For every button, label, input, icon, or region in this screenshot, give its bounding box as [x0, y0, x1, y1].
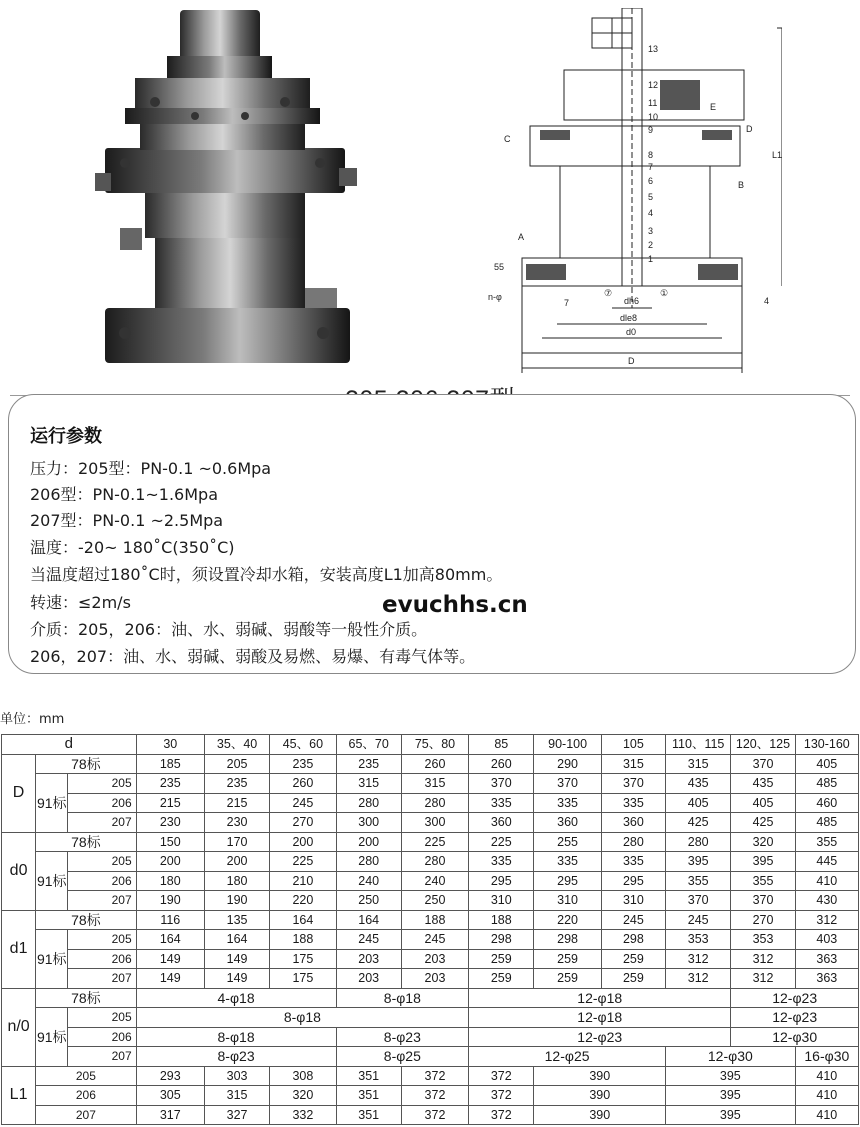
std-78-label: 78标 [36, 988, 136, 1008]
table-row [2, 832, 859, 852]
table-value: 370 [469, 774, 534, 794]
watermark: evuchhs.cn [382, 592, 528, 618]
table-value: 372 [401, 1066, 468, 1086]
drawing-label-dle8: dle8 [620, 313, 638, 323]
table-value: 410 [795, 1066, 858, 1086]
param-pressure-206: 206型：PN-0.1~1.6Mpa [30, 485, 218, 504]
table-value: 298 [534, 930, 601, 950]
table-value: 116 [136, 910, 204, 930]
drawing-label-4: 4 [764, 296, 770, 306]
table-value: 298 [601, 930, 665, 950]
header-d: d [2, 735, 137, 755]
type-label: 205 [68, 930, 136, 950]
table-value: 395 [666, 1086, 796, 1106]
group-label-n: n/0 [2, 988, 36, 1066]
table-value: 200 [336, 832, 401, 852]
table-value: 310 [469, 891, 534, 911]
table-value: 164 [336, 910, 401, 930]
table-value: 280 [601, 832, 665, 852]
table-value: 235 [336, 754, 401, 774]
table-value: 250 [336, 891, 401, 911]
table-value: 395 [666, 1066, 796, 1086]
param-temperature: 温度：-20~ 180˚C(350˚C) [30, 538, 235, 557]
type-label: 207 [68, 1047, 136, 1067]
hole-spec: 12-φ23 [469, 1027, 731, 1047]
hole-spec: 12-φ18 [469, 1008, 731, 1028]
table-value: 175 [270, 949, 336, 969]
table-value: 395 [666, 1105, 796, 1125]
table-value: 312 [731, 969, 795, 989]
header-size: 110、115 [666, 735, 731, 755]
drawing-label-E: E [710, 102, 717, 112]
table-value: 298 [469, 930, 534, 950]
table-value: 312 [731, 949, 795, 969]
table-row [2, 871, 859, 891]
table-value: 353 [666, 930, 731, 950]
header-size: 90-100 [534, 735, 601, 755]
table-value: 372 [401, 1086, 468, 1106]
param-speed: 转速：≤2m/s [30, 593, 131, 612]
drawing-label-C: C [504, 134, 511, 144]
table-value: 405 [666, 793, 731, 813]
table-value: 240 [401, 871, 468, 891]
drawing-label-D: D [628, 356, 635, 366]
table-value: 280 [336, 852, 401, 872]
table-value: 360 [601, 813, 665, 833]
table-value: 259 [601, 949, 665, 969]
table-value: 170 [204, 832, 269, 852]
table-value: 200 [270, 832, 336, 852]
drawing-label-A: A [518, 232, 525, 242]
hole-spec: 12-φ25 [469, 1047, 666, 1067]
table-value: 312 [795, 910, 858, 930]
type-label: 206 [68, 1027, 136, 1047]
spec-table [1, 734, 859, 1125]
table-row [2, 969, 859, 989]
table-value: 360 [469, 813, 534, 833]
table-value: 295 [534, 871, 601, 891]
table-value: 351 [336, 1105, 401, 1125]
table-value: 225 [401, 832, 468, 852]
table-value: 149 [204, 969, 269, 989]
table-value: 390 [534, 1105, 666, 1125]
type-label: 206 [68, 871, 136, 891]
table-value: 390 [534, 1086, 666, 1106]
table-value: 203 [336, 969, 401, 989]
type-label: 206 [36, 1086, 136, 1106]
table-value: 185 [136, 754, 204, 774]
table-value: 335 [534, 852, 601, 872]
type-label: 207 [36, 1105, 136, 1125]
table-row [2, 988, 859, 1008]
hole-spec: 8-φ23 [136, 1047, 336, 1067]
table-value: 210 [270, 871, 336, 891]
table-value: 280 [666, 832, 731, 852]
table-value: 372 [469, 1086, 534, 1106]
drawing-label-6: 6 [648, 176, 654, 186]
table-value: 235 [204, 774, 269, 794]
table-row [2, 793, 859, 813]
table-value: 351 [336, 1066, 401, 1086]
table-row [2, 910, 859, 930]
table-value: 225 [469, 832, 534, 852]
table-value: 430 [795, 891, 858, 911]
header-size: 120、125 [731, 735, 795, 755]
table-row [2, 852, 859, 872]
header-size: 45、60 [270, 735, 336, 755]
table-value: 295 [469, 871, 534, 891]
std-91-label: 91标 [36, 930, 68, 989]
table-value: 164 [270, 910, 336, 930]
table-value: 317 [136, 1105, 204, 1125]
group-label-L1: L1 [2, 1066, 36, 1125]
table-value: 308 [270, 1066, 336, 1086]
table-value: 215 [136, 793, 204, 813]
param-pressure-207: 207型：PN-0.1 ~2.5Mpa [30, 511, 224, 530]
table-value: 164 [204, 930, 269, 950]
table-value: 149 [204, 949, 269, 969]
hole-spec: 8-φ18 [336, 988, 469, 1008]
table-value: 370 [731, 754, 795, 774]
type-label: 206 [68, 793, 136, 813]
table-value: 255 [534, 832, 601, 852]
param-medium-206-207: 206，207：油、水、弱碱、弱酸及易燃、易爆、有毒气体等。 [30, 647, 476, 666]
hole-spec: 12-φ23 [731, 1008, 859, 1028]
drawing-label-D-arrow: D [746, 124, 753, 134]
table-row [2, 949, 859, 969]
table-value: 410 [795, 1086, 858, 1106]
product-photo [95, 8, 370, 368]
table-value: 280 [401, 793, 468, 813]
table-value: 315 [401, 774, 468, 794]
table-value: 220 [270, 891, 336, 911]
hole-spec: 12-φ18 [469, 988, 731, 1008]
header-size: 130-160 [795, 735, 858, 755]
table-row [2, 1066, 859, 1086]
table-value: 335 [534, 793, 601, 813]
table-value: 460 [795, 793, 858, 813]
table-value: 390 [534, 1066, 666, 1086]
hole-spec: 12-φ30 [731, 1027, 859, 1047]
table-value: 230 [136, 813, 204, 833]
hole-spec: 8-φ23 [336, 1027, 469, 1047]
table-value: 203 [401, 949, 468, 969]
table-value: 372 [469, 1105, 534, 1125]
header-size: 35、40 [204, 735, 269, 755]
table-value: 200 [204, 852, 269, 872]
table-row [2, 891, 859, 911]
drawing-label-dh6: dh6 [624, 296, 640, 306]
type-label: 207 [68, 891, 136, 911]
std-78-label: 78标 [36, 754, 136, 774]
table-value: 164 [136, 930, 204, 950]
table-value: 240 [336, 871, 401, 891]
table-value: 259 [534, 969, 601, 989]
table-value: 180 [204, 871, 269, 891]
table-value: 335 [469, 793, 534, 813]
drawing-label-7: 7 [648, 162, 654, 172]
param-pressure-205: 压力：205型：PN-0.1 ~0.6Mpa [30, 459, 272, 478]
table-value: 320 [731, 832, 795, 852]
table-value: 203 [336, 949, 401, 969]
table-value: 310 [601, 891, 665, 911]
table-value: 215 [204, 793, 269, 813]
std-91-label: 91标 [36, 774, 68, 833]
table-value: 188 [469, 910, 534, 930]
header-size: 30 [136, 735, 204, 755]
drawing-label-8: 8 [648, 150, 654, 160]
table-value: 335 [601, 852, 665, 872]
table-value: 363 [795, 949, 858, 969]
table-value: 335 [601, 793, 665, 813]
table-value: 280 [336, 793, 401, 813]
drawing-label-5: 5 [648, 192, 654, 202]
table-value: 300 [336, 813, 401, 833]
table-value: 327 [204, 1105, 269, 1125]
table-value: 410 [795, 871, 858, 891]
table-value: 295 [601, 871, 665, 891]
type-label: 205 [68, 852, 136, 872]
drawing-label-1: 1 [648, 254, 654, 264]
header-size: 105 [601, 735, 665, 755]
table-value: 445 [795, 852, 858, 872]
table-value: 180 [136, 871, 204, 891]
table-value: 245 [336, 930, 401, 950]
table-value: 405 [731, 793, 795, 813]
table-row [2, 774, 859, 794]
std-91-label: 91标 [36, 852, 68, 911]
group-label-d0: d0 [2, 832, 36, 910]
hole-spec: 8-φ18 [136, 1027, 336, 1047]
std-78-label: 78标 [36, 832, 136, 852]
table-value: 190 [136, 891, 204, 911]
table-value: 149 [136, 969, 204, 989]
table-value: 303 [204, 1066, 269, 1086]
table-value: 225 [270, 852, 336, 872]
drawing-label-11: 11 [648, 98, 658, 108]
group-label-D: D [2, 754, 36, 832]
table-value: 315 [204, 1086, 269, 1106]
table-row [2, 930, 859, 950]
hole-spec: 12-φ23 [731, 988, 859, 1008]
table-value: 370 [601, 774, 665, 794]
table-value: 372 [469, 1066, 534, 1086]
table-value: 245 [270, 793, 336, 813]
table-value: 363 [795, 969, 858, 989]
table-value: 235 [136, 774, 204, 794]
table-value: 403 [795, 930, 858, 950]
table-value: 260 [401, 754, 468, 774]
table-value: 405 [795, 754, 858, 774]
std-78-label: 78标 [36, 910, 136, 930]
table-value: 259 [534, 949, 601, 969]
table-value: 312 [666, 969, 731, 989]
table-value: 259 [469, 949, 534, 969]
table-value: 315 [336, 774, 401, 794]
table-value: 332 [270, 1105, 336, 1125]
drawing-label-4: 4 [648, 208, 654, 218]
table-row [2, 813, 859, 833]
drawing-label-55: 55 [494, 262, 505, 272]
table-value: 355 [731, 871, 795, 891]
table-value: 270 [731, 910, 795, 930]
drawing-label-7: 7 [564, 298, 570, 308]
table-value: 149 [136, 949, 204, 969]
table-value: 300 [401, 813, 468, 833]
table-value: 360 [534, 813, 601, 833]
table-value: 259 [601, 969, 665, 989]
section-drawing [482, 8, 782, 376]
table-value: 150 [136, 832, 204, 852]
table-value: 485 [795, 813, 858, 833]
table-value: 435 [731, 774, 795, 794]
hole-spec: 16-φ30 [795, 1047, 858, 1067]
table-value: 485 [795, 774, 858, 794]
table-value: 351 [336, 1086, 401, 1106]
table-value: 370 [666, 891, 731, 911]
table-header-row [2, 735, 859, 755]
table-value: 312 [666, 949, 731, 969]
table-value: 290 [534, 754, 601, 774]
table-value: 259 [469, 969, 534, 989]
table-value: 190 [204, 891, 269, 911]
table-value: 335 [469, 852, 534, 872]
type-label: 207 [68, 813, 136, 833]
table-value: 205 [204, 754, 269, 774]
type-label: 206 [68, 949, 136, 969]
header-size: 75、80 [401, 735, 468, 755]
table-value: 435 [666, 774, 731, 794]
table-value: 280 [401, 852, 468, 872]
drawing-label-B: B [738, 180, 745, 190]
table-row [2, 1008, 859, 1028]
drawing-label-10: 10 [648, 112, 659, 122]
table-value: 310 [534, 891, 601, 911]
param-temperature-note: 当温度超过180˚C时，须设置冷却水箱，安装高度L1加高80mm。 [30, 565, 503, 584]
table-value: 395 [666, 852, 731, 872]
hole-spec: 12-φ30 [666, 1047, 796, 1067]
table-value: 188 [270, 930, 336, 950]
table-value: 305 [136, 1086, 204, 1106]
table-value: 315 [601, 754, 665, 774]
type-label: 207 [68, 969, 136, 989]
table-value: 353 [731, 930, 795, 950]
table-row [2, 1047, 859, 1067]
group-label-d1: d1 [2, 910, 36, 988]
table-row [2, 1105, 859, 1125]
header-size: 65、70 [336, 735, 401, 755]
table-value: 315 [666, 754, 731, 774]
table-value: 260 [469, 754, 534, 774]
drawing-label-n-phi: n-φ [488, 292, 502, 302]
drawing-label-c7: ⑦ [604, 288, 613, 298]
drawing-label-2: 2 [648, 240, 654, 250]
parameters-heading: 运行参数 [30, 426, 102, 447]
drawing-label-d0: d0 [626, 327, 637, 337]
table-value: 425 [666, 813, 731, 833]
table-value: 355 [666, 871, 731, 891]
table-value: 410 [795, 1105, 858, 1125]
table-value: 220 [534, 910, 601, 930]
table-value: 245 [601, 910, 665, 930]
hole-spec: 4-φ18 [136, 988, 336, 1008]
table-value: 425 [731, 813, 795, 833]
table-value: 395 [731, 852, 795, 872]
table-value: 270 [270, 813, 336, 833]
header-size: 85 [469, 735, 534, 755]
table-value: 135 [204, 910, 269, 930]
table-value: 245 [401, 930, 468, 950]
type-label: 205 [36, 1066, 136, 1086]
table-value: 370 [534, 774, 601, 794]
table-value: 245 [666, 910, 731, 930]
hole-spec: 8-φ25 [336, 1047, 469, 1067]
table-row [2, 754, 859, 774]
drawing-label-9: 9 [648, 125, 654, 135]
table-value: 372 [401, 1105, 468, 1125]
table-value: 200 [136, 852, 204, 872]
table-value: 260 [270, 774, 336, 794]
table-value: 320 [270, 1086, 336, 1106]
drawing-label-12: 12 [648, 80, 659, 90]
table-value: 203 [401, 969, 468, 989]
param-medium-205-206: 介质：205，206：油、水、弱碱、弱酸等一般性介质。 [30, 620, 428, 639]
table-value: 235 [270, 754, 336, 774]
drawing-label-c1: ① [660, 288, 669, 298]
table-value: 230 [204, 813, 269, 833]
type-label: 205 [68, 1008, 136, 1028]
unit-label: 单位：mm [0, 712, 65, 727]
table-value: 370 [731, 891, 795, 911]
table-value: 293 [136, 1066, 204, 1086]
drawing-label-L1: L1 [772, 150, 782, 160]
table-value: 188 [401, 910, 468, 930]
drawing-label-3: 3 [648, 226, 654, 236]
table-row [2, 1086, 859, 1106]
drawing-label-13: 13 [648, 44, 659, 54]
table-value: 175 [270, 969, 336, 989]
table-row [2, 1027, 859, 1047]
type-label: 205 [68, 774, 136, 794]
table-value: 250 [401, 891, 468, 911]
std-91-label: 91标 [36, 1008, 68, 1067]
hole-spec: 8-φ18 [136, 1008, 469, 1028]
table-value: 355 [795, 832, 858, 852]
